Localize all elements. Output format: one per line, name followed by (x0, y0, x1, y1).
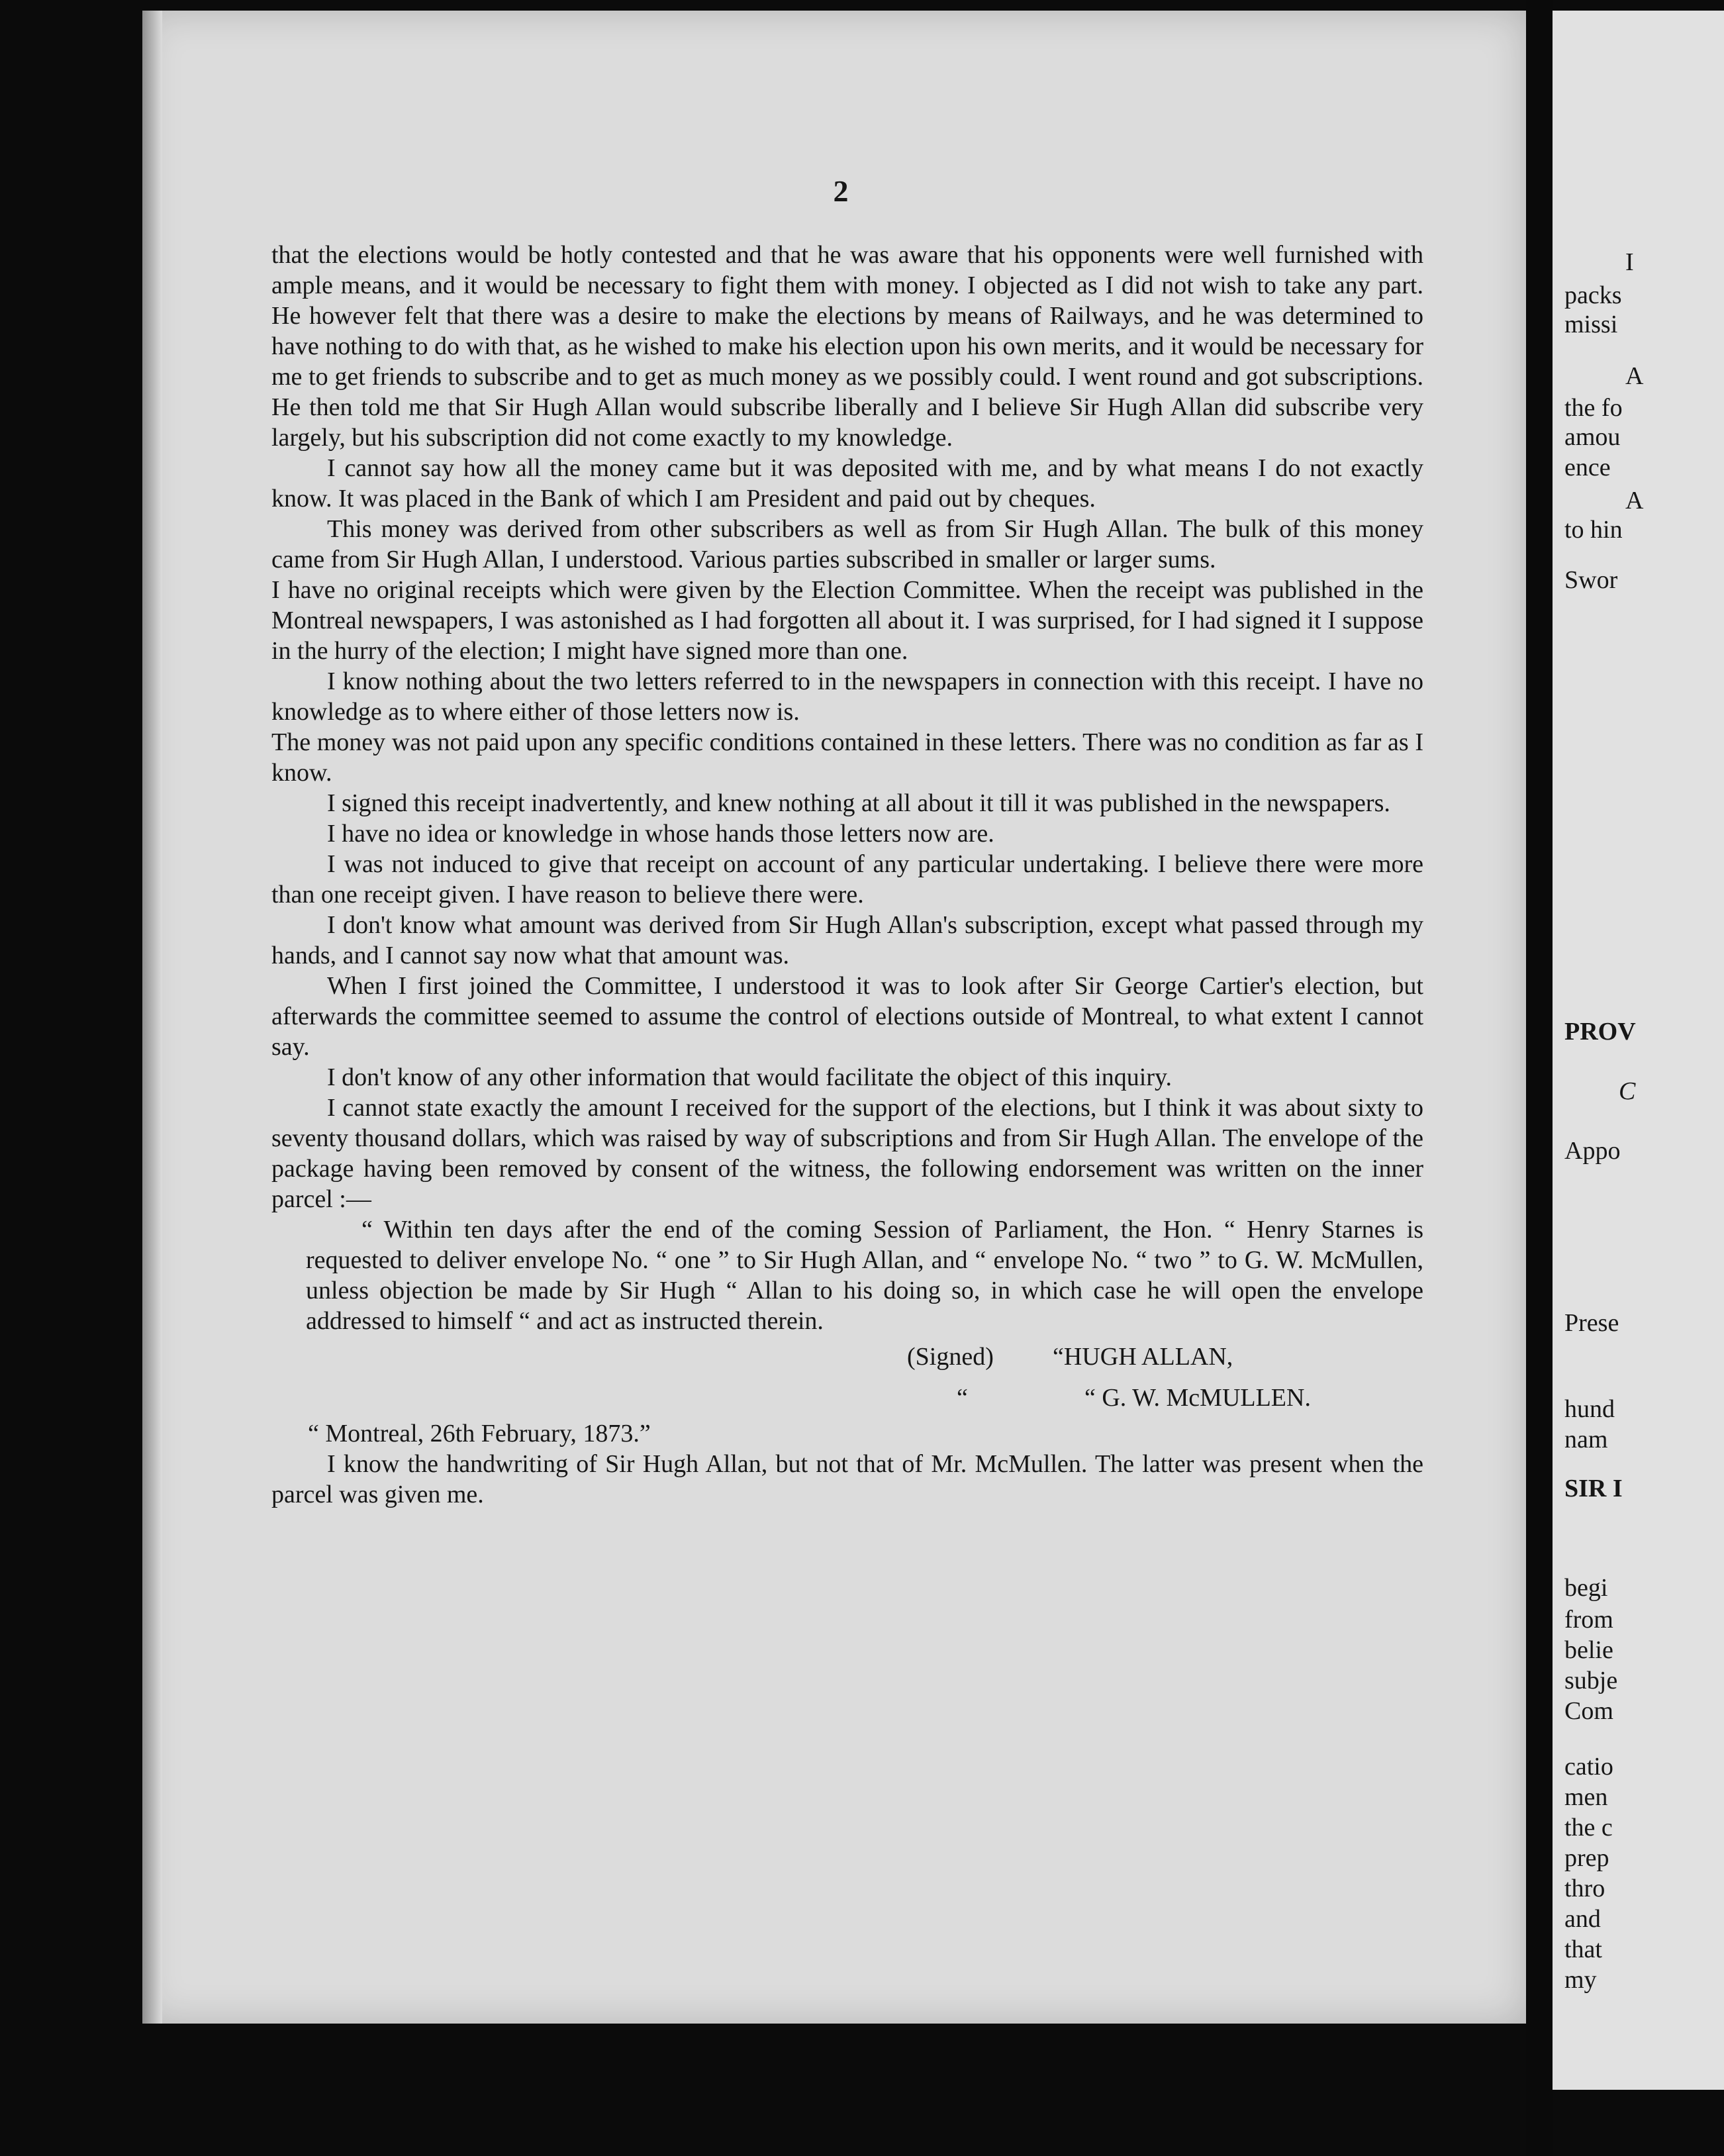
adjacent-text-line: Swor (1564, 566, 1618, 594)
endorsement-quote: “ Within ten days after the end of the coming Session of Parliament, the Hon. “ Henry Starnes is requested to deliver envelope No. “ one ” to Sir Hugh Allan, and “ envelope No. “ two ” to G. W. McMullen, unless objection be made by Sir Hugh “ Allan to his doing so, in which case he will open the envelope addressed to himself “ and act as instructed therein. (306, 1216, 1423, 1335)
adjacent-text-line: A (1625, 362, 1644, 390)
paragraph: I know nothing about the two letters referred to in the newspapers in connection with this receipt. I have no knowledge as to where either of those letters now is. (271, 667, 1423, 726)
paragraph: I cannot state exactly the amount I received for the support of the elections, but I think it was about sixty to seventy thousand dollars, which was raised by way of subscriptions and from Sir Hugh Allan. The envelope of the package having been removed by consent of the witness, the following endorsement was written on the inner parcel :— (271, 1094, 1423, 1213)
paragraph: When I first joined the Committee, I understood it was to look after Sir George Cartier's election, but afterwards the committee seemed to assume the control of elections outside of Montreal, to what extent I cannot say. (271, 972, 1423, 1061)
paragraph: that the elections would be hotly contested and that he was aware that his opponents were well furnished with ample means, and it would be necessary to fight them with money. I objected as I did not wish to take any part. He however felt that there was a desire to make the elections by means of Railways, and he was determined to have nothing to do with that, as he wished to make his election upon his own merits, and it would be necessary for me to get friends to subscribe and to get as much money as we possibly could. I went round and got subscriptions. He then told me that Sir Hugh Allan would subscribe liberally and I believe Sir Hugh Allan did subscribe very largely, but his subscription did not come exactly to my knowledge. (271, 241, 1423, 452)
adjacent-text-line: to hin (1564, 516, 1623, 544)
adjacent-text-line: I (1625, 248, 1634, 276)
adjacent-text-line: belie (1564, 1636, 1613, 1664)
adjacent-text-line: PROV (1564, 1018, 1636, 1046)
adjacent-text-line: hund (1564, 1395, 1615, 1423)
adjacent-text-line: A (1625, 487, 1644, 514)
signature-row-1 (271, 1336, 1423, 1377)
adjacent-text-line: begi (1564, 1574, 1608, 1602)
adjacent-text-line: missi (1564, 311, 1618, 338)
paragraph: I cannot say how all the money came but it was deposited with me, and by what means I do not exactly know. It was placed in the Bank of which I am President and paid out by cheques. (271, 454, 1423, 513)
paragraph: I signed this receipt inadvertently, and knew nothing at all about it till it was published in the newspapers. (327, 789, 1390, 817)
adjacent-text-line: prep (1564, 1844, 1609, 1872)
page-gutter (1526, 0, 1553, 2156)
adjacent-text-line: C (1619, 1077, 1636, 1105)
adjacent-text-line: catio (1564, 1753, 1613, 1781)
paragraph: I was not induced to give that receipt on account of any particular undertaking. I believe there were more than one receipt given. I have reason to believe there were. (271, 850, 1423, 908)
adjacent-text-line: thro (1564, 1875, 1605, 1902)
paragraph: I have no original receipts which were given by the Election Committee. When the receipt was published in the Montreal newspapers, I was astonished as I had forgotten all about it. I was surprised, for I had signed it I suppose in the hurry of the election; I might have signed more than one. (271, 576, 1423, 665)
adjacent-text-line: Com (1564, 1697, 1613, 1725)
paragraph: I don't know of any other information that would facilitate the object of this inquiry. (327, 1063, 1173, 1091)
ditto-mark: “ (957, 1384, 968, 1412)
adjacent-page (1553, 11, 1724, 2090)
page-number: 2 (833, 174, 849, 208)
adjacent-text-line: men (1564, 1783, 1608, 1811)
adjacent-text-line: packs (1564, 281, 1622, 309)
paragraph: This money was derived from other subscribers as well as from Sir Hugh Allan. The bulk of this money came from Sir Hugh Allan, I understood. Various parties subscribed in smaller or larger sums. (271, 515, 1423, 573)
adjacent-text-line: from (1564, 1606, 1613, 1634)
adjacent-text-line: amou (1564, 423, 1621, 451)
adjacent-text-line: the c (1564, 1814, 1613, 1841)
adjacent-text-line: ence (1564, 454, 1611, 481)
adjacent-text-line: that (1564, 1936, 1602, 1963)
signature-name-2: “ G. W. McMULLEN. (1084, 1384, 1311, 1412)
signed-label: (Signed) (907, 1343, 994, 1371)
dateline: “ Montreal, 26th February, 1873.” (308, 1420, 651, 1447)
document-body (271, 240, 1423, 1510)
adjacent-text-line: and (1564, 1905, 1601, 1933)
adjacent-text-line: Appo (1564, 1137, 1621, 1165)
adjacent-text-line: subje (1564, 1667, 1618, 1694)
paragraph: The money was not paid upon any specific conditions contained in these letters. There was no condition as far as I know. (271, 728, 1423, 787)
signature-row-2 (271, 1377, 1423, 1418)
closing-paragraph: I know the handwriting of Sir Hugh Allan, but not that of Mr. McMullen. The latter was present when the parcel was given me. (271, 1450, 1423, 1508)
adjacent-text-line: SIR I (1564, 1475, 1623, 1502)
paragraph: I have no idea or knowledge in whose hands those letters now are. (327, 820, 994, 848)
signature-name-1: “HUGH ALLAN, (1053, 1343, 1233, 1371)
adjacent-text-line: the fo (1564, 394, 1623, 422)
adjacent-text-line: my (1564, 1966, 1597, 1994)
adjacent-text-line: Prese (1564, 1309, 1619, 1337)
adjacent-text-line: nam (1564, 1426, 1608, 1453)
paragraph: I don't know what amount was derived from Sir Hugh Allan's subscription, except what passed through my hands, and I cannot say now what that amount was. (271, 911, 1423, 969)
